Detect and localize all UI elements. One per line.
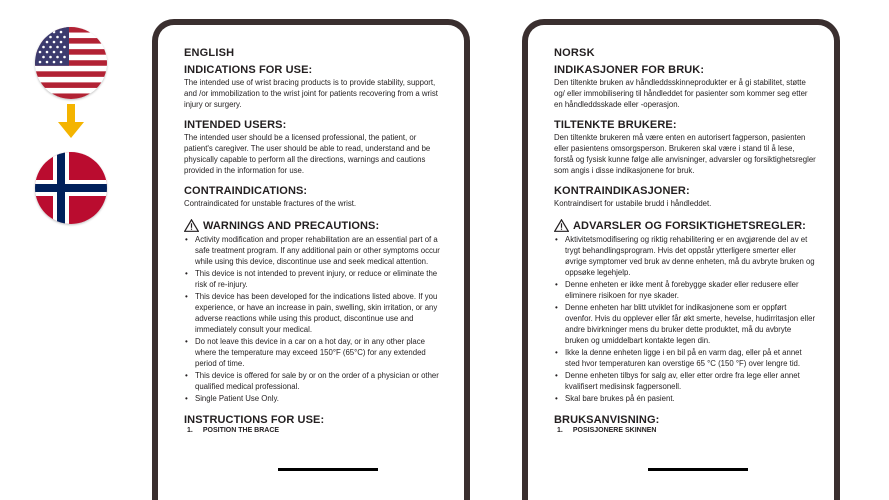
heading-underline — [278, 468, 378, 471]
list-item: • Denne enheten er ikke ment å forebygge skader eller redusere eller eliminere risikoen for nye skader. — [554, 279, 816, 301]
warnings-list — [184, 234, 446, 404]
users-heading: INTENDED USERS: — [184, 119, 287, 131]
indications-heading: INDIKASJONER FOR BRUK: — [554, 64, 705, 76]
tablet-notch — [170, 19, 194, 24]
contraindications-text: Kontraindisert for ustabile brudd i håndleddet. — [554, 199, 712, 208]
step-label: POSISJONERE SKINNEN — [572, 427, 657, 434]
language-title: NORSK — [554, 47, 595, 59]
step-number: 1. — [187, 427, 193, 434]
tablet-notch — [540, 19, 564, 24]
list-item: • This device has been developed for the indications listed above. If you experience, or have an increase in pain, swelling, skin irritation, or any adverse reactions while using this product, discontinue use and immediately consult your medical. — [184, 291, 446, 335]
list-item: • Do not leave this device in a car on a hot day, or in any other place where the temperature may exceed 150°F (65°C) for any extended period of time. — [184, 336, 446, 369]
tablet-notch — [798, 19, 822, 24]
instructions-heading: INSTRUCTIONS FOR USE: — [184, 414, 325, 426]
warnings-list — [554, 234, 816, 404]
list-item: • Ikke la denne enheten ligge i en bil på en varm dag, eller på et annet sted hvor temperaturen kan overstige 65 °C (150 °F) over lengre tid. — [554, 347, 816, 369]
norwegian-tablet — [522, 19, 840, 500]
norway-flag-icon — [35, 152, 107, 224]
list-item: • Aktivitetsmodifisering og riktig rehabilitering er en avgjørende del av et trygt behandlingsprogram. Hvis det oppstår ytterligere smerter eller øvrige symptomer ved bruk av denne enheten, må du avbryte bruken og oppsøke legehjelp. — [554, 234, 816, 278]
indications-text: Den tiltenkte bruken av håndleddsskinneprodukter er å gi stabilitet, støtte og/ eller immobilisering til håndleddet for pasienter som kommer seg etter en håndleddsskade eller -operasjon. — [554, 78, 808, 109]
heading-underline — [648, 468, 748, 471]
instructions-heading: BRUKSANVISNING: — [554, 414, 660, 426]
language-title: ENGLISH — [184, 47, 235, 59]
indications-text: The intended use of wrist bracing products is to provide stability, support, and /or immobilization to the wrist joint for patients recovering from a wrist injury or surgery. — [184, 78, 438, 109]
list-item: • This device is not intended to prevent injury, or reduce or eliminate the risk of re-injury. — [184, 268, 446, 290]
indications-heading: INDICATIONS FOR USE: — [184, 64, 313, 76]
list-item: • Activity modification and proper rehabilitation are an essential part of a safe treatment program. If any additional pain or other symptoms occur while using this device, discontinue use and seek medical attention. — [184, 234, 446, 267]
norwegian-document — [554, 47, 816, 500]
english-tablet — [152, 19, 470, 500]
list-item: • Single Patient Use Only. — [184, 393, 446, 404]
list-item: • Denne enheten tilbys for salg av, eller etter ordre fra lege eller annet kvalifisert medisinsk fagpersonell. — [554, 370, 816, 392]
warnings-heading — [554, 219, 816, 232]
contraindications-text: Contraindicated for unstable fractures of the wrist. — [184, 199, 357, 208]
step-label: POSITION THE BRACE — [202, 427, 280, 434]
instruction-step — [184, 427, 446, 434]
warnings-heading-text: ADVARSLER OG FORSIKTIGHETSREGLER: — [573, 219, 806, 232]
users-text: Den tiltenkte brukeren må være enten en autorisert fagperson, pasienten eller pasientens omsorgsperson. Brukeren skal være i stand til å lese, forstå og fysisk kunne følge alle anvisninger, advarsler og forsiktighetsregler som angis i disse indikasjonene for bruk. — [554, 133, 816, 175]
warnings-heading-text: WARNINGS AND PRECAUTIONS: — [203, 219, 380, 232]
users-text: The intended user should be a licensed professional, the patient, or patient's caregiver. The user should be able to read, understand and be physically capable to perform all the directions, warnings and cautions provided in the information for use. — [184, 133, 431, 175]
us-flag-icon — [35, 27, 107, 99]
english-document — [184, 47, 446, 500]
tablet-notch — [428, 19, 452, 24]
instruction-step — [554, 427, 816, 434]
step-number: 1. — [557, 427, 563, 434]
users-heading: TILTENKTE BRUKERE: — [554, 119, 677, 131]
warning-icon — [554, 219, 569, 232]
contraindications-heading: KONTRAINDIKASJONER: — [554, 185, 690, 197]
list-item: • This device is offered for sale by or on the order of a physician or other qualified medical professional. — [184, 370, 446, 392]
list-item: • Skal bare brukes på én pasient. — [554, 393, 816, 404]
list-item: • Denne enheten har blitt utviklet for indikasjonene som er oppført ovenfor. Hvis du opplever eller får økt smerte, hevelse, hudirritasjon eller andre bivirkninger mens du bruker dette produktet, må du avbryte bruken og umiddelbart kontakte legen din. — [554, 302, 816, 346]
arrow-down-icon — [58, 104, 84, 140]
contraindications-heading: CONTRAINDICATIONS: — [184, 185, 308, 197]
warnings-heading — [184, 219, 446, 232]
warning-icon — [184, 219, 199, 232]
